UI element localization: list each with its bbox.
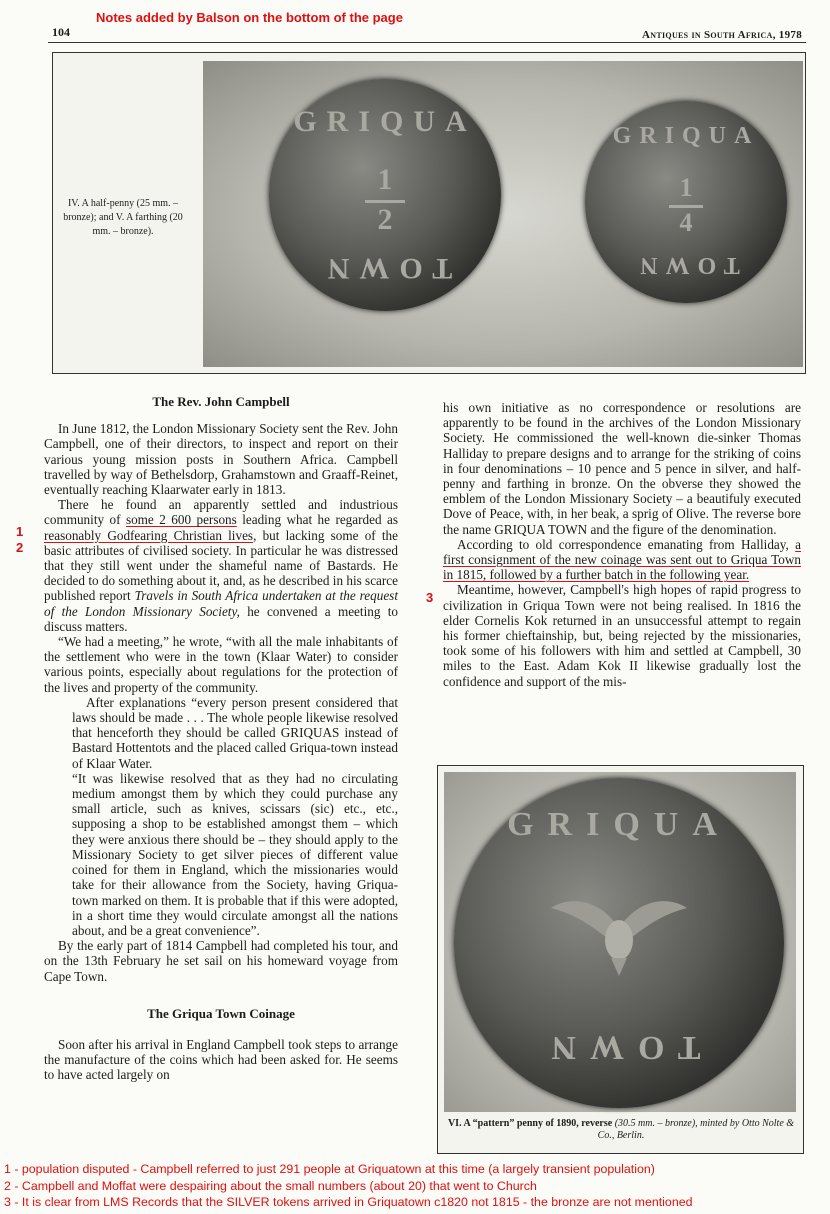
bottom-notes <box>4 1161 826 1211</box>
underlined-godfearing: reasonably Godfearing Christian lives <box>44 527 254 543</box>
caption-label: VI. A “pattern” penny of 1890, reverse <box>447 1118 615 1129</box>
margin-marker-1: 1 <box>16 524 24 539</box>
coin-right-fraction-num: 1 <box>679 173 693 202</box>
pattern-penny-coin <box>454 778 784 1108</box>
coin-left-fraction-den: 2 <box>377 203 393 236</box>
coin-left-top-text: GRIQUA <box>293 105 477 138</box>
margin-marker-2: 2 <box>16 540 24 555</box>
annotation-title: Notes added by Balson on the bottom of the page <box>96 10 403 25</box>
page-number: 104 <box>52 25 70 39</box>
left-column <box>44 394 398 1083</box>
paragraph: In June 1812, the London Missionary Society sent the Rev. John Campbell, one of their directors, to inspect and report on their various young mission posts in Southern Africa. Campbell travelled by way of Bethelsdorp, Grahamstown and Graaff-Reinet, eventually reaching Klaarwater early in 1813. <box>44 421 398 498</box>
text-span: leading what he regarded as <box>236 512 398 528</box>
farthing-coin <box>585 101 787 303</box>
coin-right-bottom-text: TOWN <box>632 252 740 278</box>
underlined-consignment: a first consignment of the new coinage was sent out to Griqua Town in 1815, followed by a further batch in the following year. <box>443 536 801 583</box>
note-2: 2 - Campbell and Moffat were despairing about the small numbers (about 20) that went to Church <box>4 1178 537 1193</box>
paragraph <box>443 537 801 583</box>
figure-bottom-caption <box>446 1118 796 1142</box>
dove-emblem-icon <box>549 888 689 978</box>
heading-coinage: The Griqua Town Coinage <box>147 1005 295 1021</box>
coin-right-fraction-den: 4 <box>679 208 693 237</box>
heading-campbell: The Rev. John Campbell <box>152 394 290 409</box>
coin-left-fraction-num: 1 <box>377 163 393 196</box>
coin-left-bottom-text: TOWN <box>317 252 453 285</box>
note-3: 3 - It is clear from LMS Records that the SILVER tokens arrived in Griquatown c1820 not 1815 - the bronze are not mentioned <box>4 1195 693 1209</box>
note-1: 1 - population disputed - Campbell referred to just 291 people at Griquatown at this time (a largely transient population) <box>4 1162 655 1176</box>
figure-bottom <box>437 765 804 1154</box>
figure-top <box>52 52 806 374</box>
text-span: According to old correspondence emanating from Halliday, <box>457 536 796 552</box>
coin-photo-top <box>203 61 803 367</box>
penny-bottom-text: TOWN <box>537 1029 701 1066</box>
book-title: Travels in South Africa undertaken at the request of the London Missionary Society, <box>44 588 398 619</box>
margin-marker-3: 3 <box>426 590 434 605</box>
header-rule <box>48 42 806 43</box>
quote-paragraph: After explanations “every person present considered that laws should be made . . . The whole people likewise resolved that henceforth they should be called GRIQUAS instead of Bastard Hottentots and the placed called Griqua-town instead of Klaar Water. <box>72 694 398 771</box>
journal-header: Antiques in South Africa, 1978 <box>642 29 802 41</box>
text-span: , but lacking some of the basic attributes of civilised society. In particular he was distressed that they still went under the shameful name of Bastards. He decided to do something about it, and, as he described in his scarce published report <box>44 527 398 604</box>
text-span: There he found an apparently settled and industrious community of <box>44 497 398 528</box>
coin-right-top-text: GRIQUA <box>612 123 760 149</box>
paragraph: By the early part of 1814 Campbell had completed his tour, and on the 13th February he set sail on his homeward voyage from Cape Town. <box>44 938 398 984</box>
quote-paragraph: “It was likewise resolved that as they had no circulating medium amongst them by which they could purchase any small article, such as knives, scissars (sic) etc., etc., supposing a shop to be established amongst them – which they were anxious there should be – they should apply to the Missionary Society to get silver pieces of different value coined for them in England, which the missionaries would take for their allowance from the Society, having Griqua-town marked on them. It is probable that if this were adopted, in a short time they would circulate amongst all the nations about, and be a great convenience”. <box>72 770 398 938</box>
underlined-population: some 2 600 persons <box>125 512 237 528</box>
figure-top-caption: IV. A half-penny (25 mm. – bronze); and V. A farthing (20 mm. – bronze). <box>63 198 183 237</box>
paragraph: “We had a meeting,” he wrote, “with all the male inhabitants of the settlement who were in the town (Klaar Water) to consider various points, especially about regulations for the protection of the lives and property of the community. <box>44 634 398 695</box>
right-column <box>443 400 801 689</box>
caption-detail: (30.5 mm. – bronze), minted by Otto Nolte & Co., Berlin. <box>597 1118 795 1141</box>
half-penny-coin <box>269 79 501 311</box>
paragraph: Soon after his arrival in England Campbell took steps to arrange the manufacture of the coins which had been asked for. He seems to have acted largely on <box>44 1036 398 1083</box>
paragraph: his own initiative as no correspondence or resolutions are apparently to be found in the archives of the London Missionary Society. He commissioned the well-known die-sinker Thomas Halliday to prepare designs and to arrange for the striking of coins in four denominations – 10 pence and 5 pence in silver, and half-penny and farthing in bronze. On the obverse they showed the emblem of the London Missionary Society – a beautifuly executed Dove of Peace, with, in her beak, a sprig of Olive. The reverse bore the name GRIQUA TOWN and the figure of the denomination. <box>443 400 801 537</box>
penny-top-text: GRIQUA <box>507 806 731 843</box>
text-span: he convened a meeting to discuss matters. <box>44 603 398 634</box>
coin-photo-bottom <box>444 772 796 1112</box>
paragraph: Meantime, however, Campbell's high hopes of rapid progress to civilization in Griqua Town were not being realised. In 1816 the elder Cornelis Kok returned in an unsuccessful attempt to regain his former chieftainship, but, being rejected by the missionaries, took some of his followers with him and settled at Campbell, 30 miles to the East. Adam Kok II likewise gradually lost the confidence and support of the mis- <box>443 582 801 689</box>
paragraph <box>44 497 398 634</box>
